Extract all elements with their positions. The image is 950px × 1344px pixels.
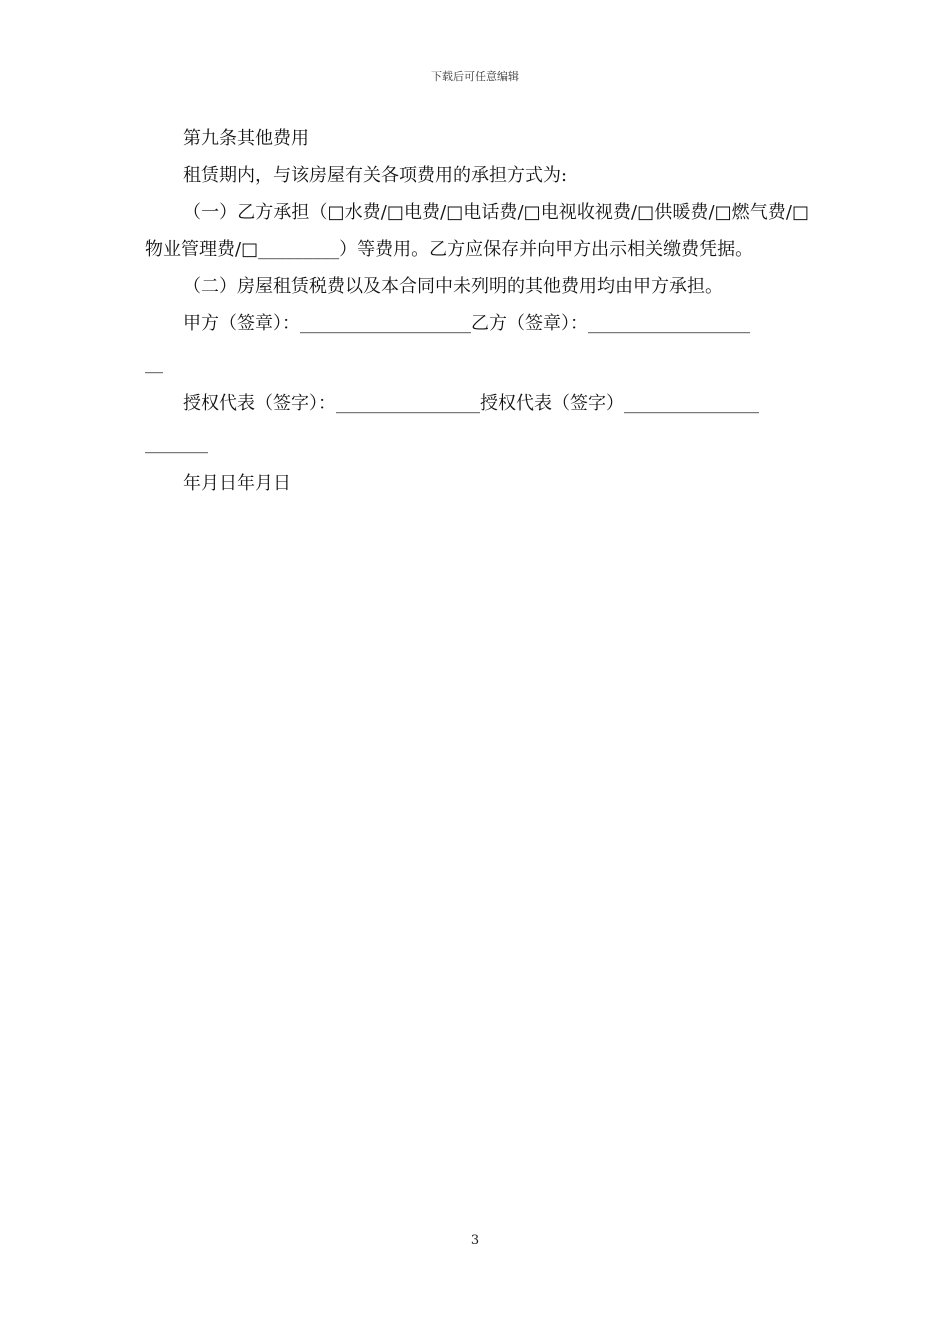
signature-line-parties: 甲方（签章）：___________________乙方（签章）：__________________ (183, 313, 750, 334)
signature-line-parties-continued: __ (145, 353, 163, 374)
paragraph-clause-2: （二）房屋租赁税费以及本合同中未列明的其他费用均由甲方承担。 (183, 276, 723, 297)
date-line: 年月日年月日 (183, 473, 291, 494)
paragraph-intro: 租赁期内，与该房屋有关各项费用的承担方式为: (183, 165, 568, 186)
signature-line-representatives: 授权代表（签字）：________________授权代表（签字）_______________ (183, 393, 759, 414)
signature-line-representatives-continued: _______ (145, 433, 208, 454)
document-body (145, 120, 809, 502)
article-title: 第九条其他费用 (183, 128, 309, 149)
page-number: 3 (470, 1233, 480, 1248)
page-header: 下载后可任意编辑 (431, 70, 519, 83)
paragraph-clause-1: （一）乙方承担（□水费/□电费/□电话费/□电视收视费/□供暖费/□燃气费/□物业管理费/□_________）等费用。乙方应保存并向甲方出示相关缴费凭据。 (145, 202, 809, 260)
